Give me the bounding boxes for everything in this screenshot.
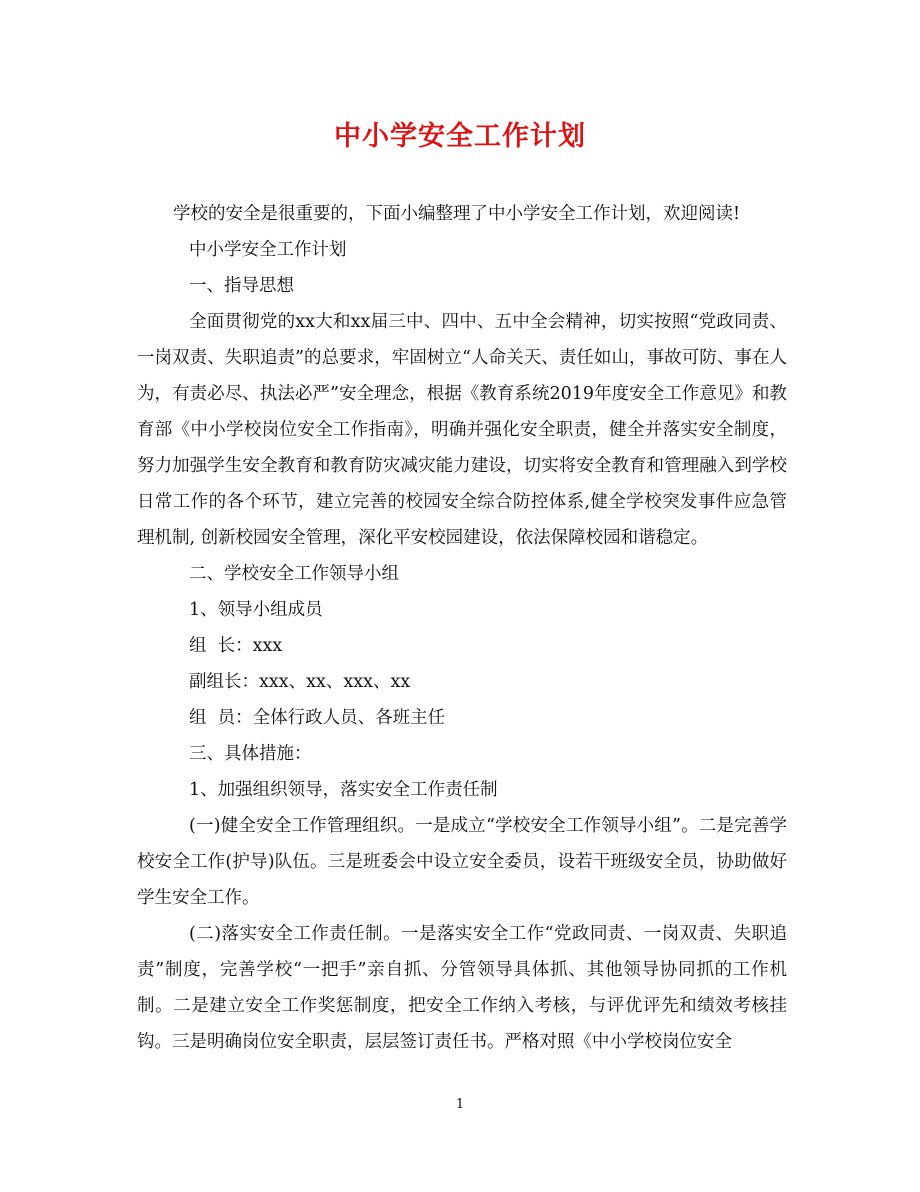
document-title: 中小学安全工作计划 (334, 121, 586, 152)
section-3-subheading: 1、加强组织领导，落实安全工作责任制 (189, 780, 498, 800)
leader-line: 组 长：xxx (189, 636, 283, 656)
deputy-line: 副组长：xxx、xx、xxx、xx (189, 672, 411, 692)
section-1-heading: 一、指导思想 (189, 276, 294, 296)
section-2-heading: 二、学校安全工作领导小组 (189, 564, 399, 584)
section-1-paragraph: 全面贯彻党的xx大和xx届三中、四中、五中全会精神，切实按照“党政同责、一岗双责、失职追责”的总要求，牢固树立“人命关天、责任如山，事故可防、事在人为，有责必尽、执法必严”安全理念，根据《教育系统2019年度安全工作意见》和教育部《中小学校岗位安全工作指南》，明确并强化安全职责，健全并落实安全制度，努力加强学生安全教育和教育防灾减灾能力建设，切实将安全教育和管理融入到学校日常工作的各个环节，建立完善的校园安全综合防控体系,健全学校突发事件应急管理机制, 创新校园安全管理，深化平安校园建设，依法保障校园和谐稳定。 (137, 312, 787, 548)
intro-paragraph: 学校的安全是很重要的，下面小编整理了中小学安全工作计划，欢迎阅读! (173, 204, 741, 224)
section-2-subheading: 1、领导小组成员 (189, 600, 323, 620)
measure-1-paragraph: (一)健全安全工作管理组织。一是成立“学校安全工作领导小组”。二是完善学校安全工作(护导)队伍。三是班委会中设立安全委员，设若干班级安全员，协助做好学生安全工作。 (137, 816, 787, 908)
subtitle: 中小学安全工作计划 (189, 240, 347, 260)
section-3-heading: 三、具体措施： (189, 744, 312, 764)
document-body (137, 196, 787, 1060)
page-number: 1 (455, 1097, 465, 1112)
measure-2-paragraph: (二)落实安全工作责任制。一是落实安全工作“党政同责、一岗双责、失职追责”制度，完善学校“一把手”亲自抓、分管领导具体抓、其他领导协同抓的工作机制。二是建立安全工作奖惩制度，把安全工作纳入考核，与评优评先和绩效考核挂钩。三是明确岗位安全职责，层层签订责任书。严格对照《中小学校岗位安全 (137, 924, 787, 1052)
member-line: 组 员：全体行政人员、各班主任 (189, 708, 446, 728)
